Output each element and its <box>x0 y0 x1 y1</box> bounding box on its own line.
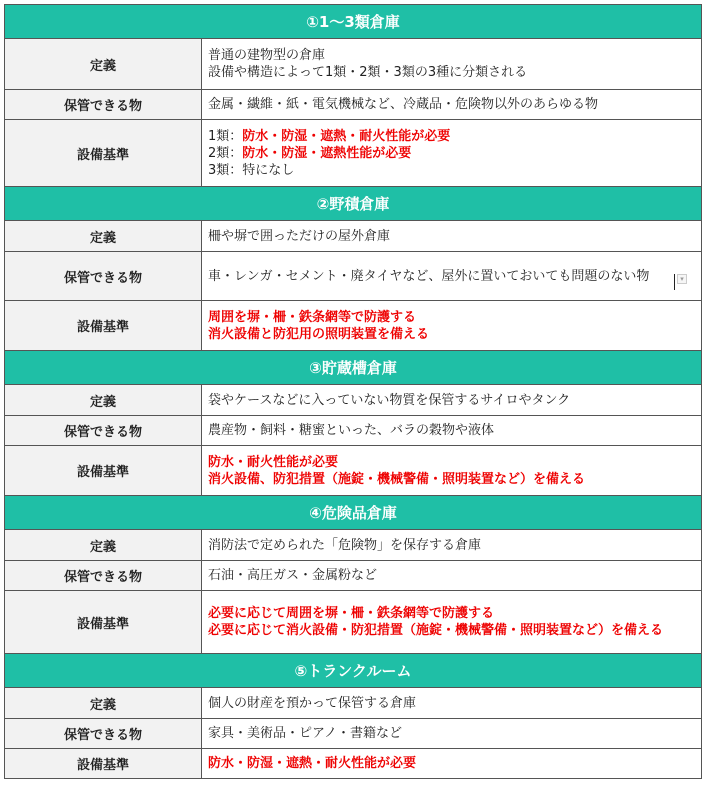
standard-row <box>5 591 702 654</box>
definition-row <box>5 39 702 90</box>
section-title: ①1～3類倉庫 <box>5 5 702 39</box>
storable-row <box>5 416 702 446</box>
storable-value[interactable]: 家具・美術品・ピアノ・書籍など <box>202 719 702 749</box>
storable-value[interactable]: 農産物・飼料・糖蜜といった、バラの穀物や液体 <box>202 416 702 446</box>
standard-value[interactable] <box>202 446 702 496</box>
standard-label[interactable]: 設備基準 <box>5 446 202 496</box>
standard-label[interactable]: 設備基準 <box>5 301 202 351</box>
storable-row <box>5 252 702 301</box>
standard-label[interactable]: 設備基準 <box>5 591 202 654</box>
standard-prefix: 1類： <box>208 128 243 144</box>
section-title: ④危険品倉庫 <box>5 496 702 530</box>
definition-row <box>5 221 702 252</box>
storable-row <box>5 719 702 749</box>
definition-label[interactable]: 定義 <box>5 221 202 252</box>
section-title: ⑤トランクルーム <box>5 654 702 688</box>
storable-value[interactable]: 石油・高圧ガス・金属粉など <box>202 561 702 591</box>
standard-row <box>5 120 702 187</box>
section-header-row <box>5 5 702 39</box>
standard-line: 必要に応じて消火設備・防犯措置（施錠・機械警備・照明装置など）を備える <box>208 623 664 638</box>
definition-value[interactable]: 袋やケースなどに入っていない物質を保管するサイロやタンク <box>202 385 702 416</box>
standard-line <box>208 128 695 145</box>
warehouse-types-table <box>4 4 702 779</box>
storable-label[interactable]: 保管できる物 <box>5 90 202 120</box>
standard-value[interactable] <box>202 591 702 654</box>
standard-line: 消火設備と防犯用の照明装置を備える <box>208 326 430 342</box>
section-title: ②野積倉庫 <box>5 187 702 221</box>
definition-label[interactable]: 定義 <box>5 385 202 416</box>
definition-value[interactable] <box>202 39 702 90</box>
standard-row <box>5 446 702 496</box>
standard-row <box>5 301 702 351</box>
storable-row <box>5 561 702 591</box>
standard-prefix: 2類： <box>208 145 243 161</box>
storable-label[interactable]: 保管できる物 <box>5 719 202 749</box>
section-header-row <box>5 187 702 221</box>
standard-label[interactable]: 設備基準 <box>5 749 202 779</box>
definition-value[interactable]: 個人の財産を預かって保管する倉庫 <box>202 688 702 719</box>
definition-row <box>5 688 702 719</box>
standard-value[interactable] <box>202 301 702 351</box>
storable-label[interactable]: 保管できる物 <box>5 252 202 301</box>
section-header-row <box>5 496 702 530</box>
definition-row <box>5 530 702 561</box>
standard-value[interactable]: 防水・防湿・遮熱・耐火性能が必要 <box>202 749 702 779</box>
storable-value[interactable]: 金属・繊維・紙・電気機械など、冷蔵品・危険物以外のあらゆる物 <box>202 90 702 120</box>
standard-prefix: 3類：特になし <box>208 162 295 178</box>
storable-value[interactable] <box>202 252 702 301</box>
storable-text: 車・レンガ・セメント・廃タイヤなど、屋外に置いておいても問題のない物 <box>208 268 650 284</box>
standard-line <box>208 162 695 179</box>
definition-line: 設備や構造によって1類・2類・3類の3種に分類される <box>208 65 528 80</box>
definition-value[interactable]: 消防法で定められた「危険物」を保存する倉庫 <box>202 530 702 561</box>
definition-label[interactable]: 定義 <box>5 39 202 90</box>
definition-row <box>5 385 702 416</box>
standard-value[interactable] <box>202 120 702 187</box>
storable-row <box>5 90 702 120</box>
storable-label[interactable]: 保管できる物 <box>5 416 202 446</box>
text-cursor <box>674 274 675 290</box>
section-header-row <box>5 351 702 385</box>
standard-line: 防水・耐火性能が必要 <box>208 454 339 470</box>
standard-line: 必要に応じて周囲を塀・柵・鉄条網等で防護する <box>208 606 495 621</box>
standard-line: 消火設備、防犯措置（施錠・機械警備・照明装置など）を備える <box>208 471 586 487</box>
standard-requirement: 防水・防湿・遮熱・耐火性能が必要 <box>242 128 451 144</box>
standard-line <box>208 145 695 162</box>
section-header-row <box>5 654 702 688</box>
definition-label[interactable]: 定義 <box>5 688 202 719</box>
definition-label[interactable]: 定義 <box>5 530 202 561</box>
section-title: ③貯蔵槽倉庫 <box>5 351 702 385</box>
storable-editing-cell <box>208 268 695 285</box>
standard-label[interactable]: 設備基準 <box>5 120 202 187</box>
standard-line: 周囲を塀・柵・鉄条網等で防護する <box>208 309 417 325</box>
standard-row <box>5 749 702 779</box>
dropdown-marker-icon[interactable]: ▾ <box>677 274 687 284</box>
storable-label[interactable]: 保管できる物 <box>5 561 202 591</box>
definition-line: 普通の建物型の倉庫 <box>208 48 326 63</box>
definition-value[interactable]: 柵や塀で囲っただけの屋外倉庫 <box>202 221 702 252</box>
standard-requirement: 防水・防湿・遮熱性能が必要 <box>242 145 412 161</box>
